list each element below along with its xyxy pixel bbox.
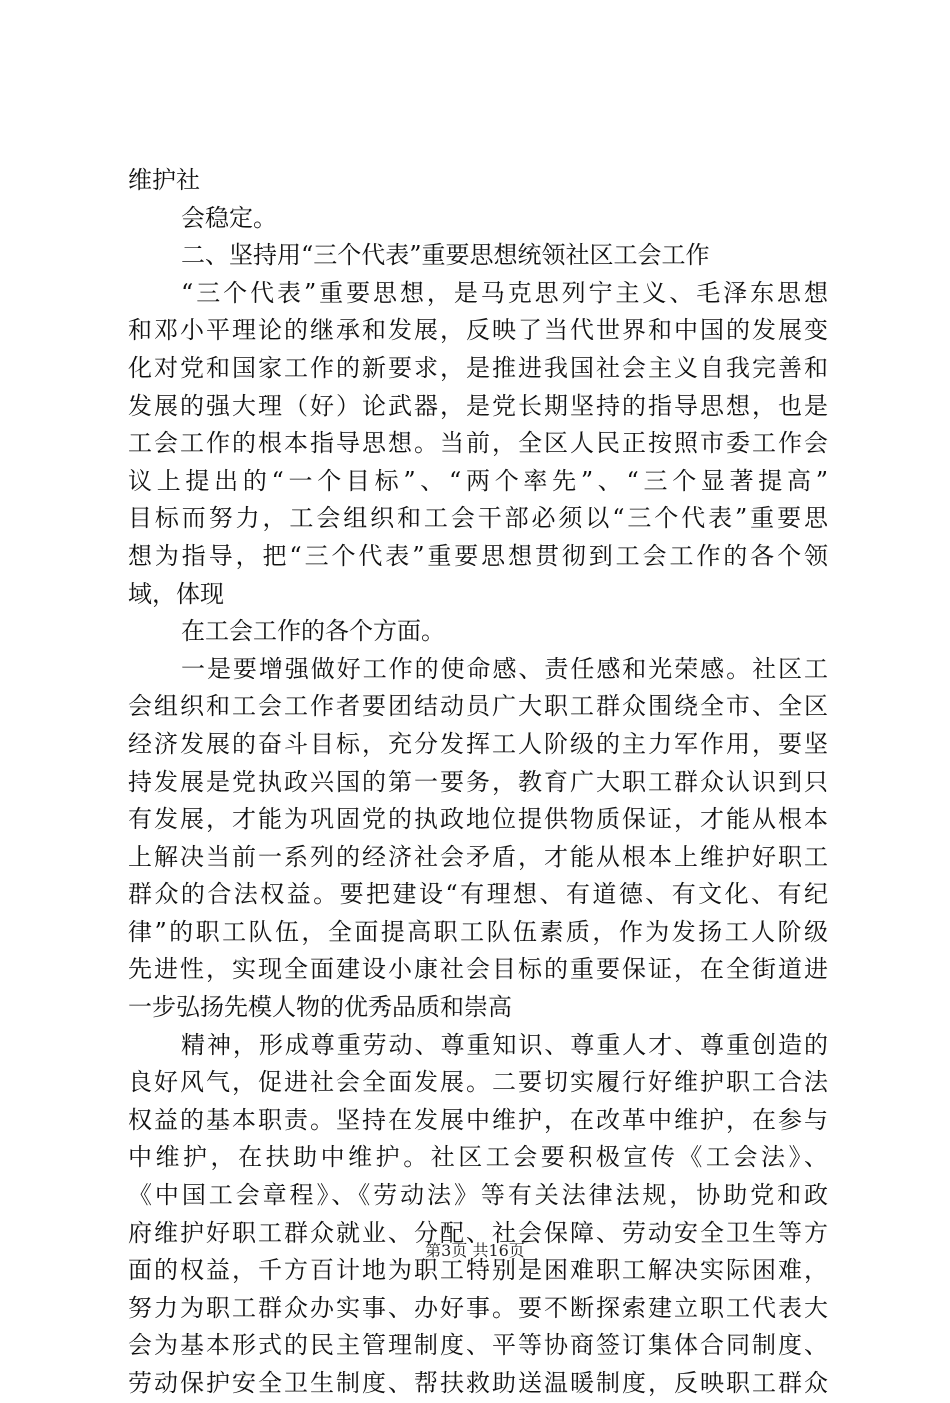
paragraph-line: 目标而努力，工会组织和工会干部必须以“三个代表”重要思 (128, 504, 828, 533)
paragraph-line: 上解决当前一系列的经济社会矛盾，才能从根本上维护好职工 (128, 842, 828, 871)
paragraph-line: 《中国工会章程》、《劳动法》等有关法律法规，协助党和政 (128, 1181, 828, 1210)
paragraph-line: 发展的强大理（好）论武器，是党长期坚持的指导思想，也是 (128, 391, 828, 420)
paragraph-line: 面的权益，千方百计地为职工特别是困难职工解决实际困难， (128, 1256, 828, 1285)
paragraph-line: 律”的职工队伍，全面提高职工队伍素质，作为发扬工人阶级 (128, 917, 828, 946)
paragraph-line: 有发展，才能为巩固党的执政地位提供物质保证，才能从根本 (128, 805, 828, 834)
paragraph-line: 先进性，实现全面建设小康社会目标的重要保证，在全街道进 (128, 955, 828, 984)
paragraph-line: 持发展是党执政兴国的第一要务，教育广大职工群众认识到只 (128, 767, 828, 796)
paragraph-line: 想为指导，把“三个代表”重要思想贯彻到工会工作的各个领 (128, 541, 828, 570)
paragraph-line: 群众的合法权益。要把建设“有理想、有道德、有文化、有纪 (128, 880, 828, 909)
text-line: 会稳定。 (181, 203, 277, 232)
paragraph-line: 精神，形成尊重劳动、尊重知识、尊重人才、尊重创造的 (181, 1030, 828, 1059)
paragraph-line: 域，体现 (128, 579, 224, 608)
section-heading: 二、坚持用“三个代表”重要思想统领社区工会工作 (181, 241, 710, 270)
paragraph-line: 和邓小平理论的继承和发展，反映了当代世界和中国的发展变 (128, 316, 828, 345)
paragraph-line: 会为基本形式的民主管理制度、平等协商签订集体合同制度、 (128, 1331, 828, 1360)
paragraph-line: 在工会工作的各个方面。 (181, 617, 445, 646)
paragraph-line: 良好风气，促进社会全面发展。二要切实履行好维护职工合法 (128, 1068, 828, 1097)
paragraph-line: 一步弘扬先模人物的优秀品质和崇高 (128, 993, 512, 1022)
paragraph-line: 工会工作的根本指导思想。当前，全区人民正按照市委工作会 (128, 429, 828, 458)
paragraph-line: 一是要增强做好工作的使命感、责任感和光荣感。社区工 (181, 654, 828, 683)
paragraph-line: 权益的基本职责。坚持在发展中维护，在改革中维护，在参与 (128, 1105, 828, 1134)
text-line: 维护社 (128, 166, 200, 194)
paragraph-line: 努力为职工群众办实事、办好事。要不断探索建立职工代表大 (128, 1293, 828, 1322)
paragraph-line: 会组织和工会工作者要团结动员广大职工群众围绕全市、全区 (128, 692, 828, 721)
paragraph-line: 化对党和国家工作的新要求，是推进我国社会主义自我完善和 (128, 353, 828, 382)
paragraph-line: 劳动保护安全卫生制度、帮扶救助送温暖制度，反映职工群众 (128, 1369, 828, 1397)
document-body (128, 162, 828, 1403)
paragraph-line: 府维护好职工群众就业、分配、社会保障、劳动安全卫生等方 (128, 1218, 828, 1247)
paragraph-line: 中维护，在扶助中维护。社区工会要积极宣传《工会法》、 (128, 1143, 828, 1172)
page-number-footer: 第3页 共16页 (425, 1241, 525, 1260)
paragraph-line: “三个代表”重要思想，是马克思列宁主义、毛泽东思想 (181, 278, 828, 307)
paragraph-line: 议上提出的“一个目标”、“两个率先”、“三个显著提高” (128, 466, 828, 495)
paragraph-line: 经济发展的奋斗目标，充分发挥工人阶级的主力军作用，要坚 (128, 729, 828, 758)
